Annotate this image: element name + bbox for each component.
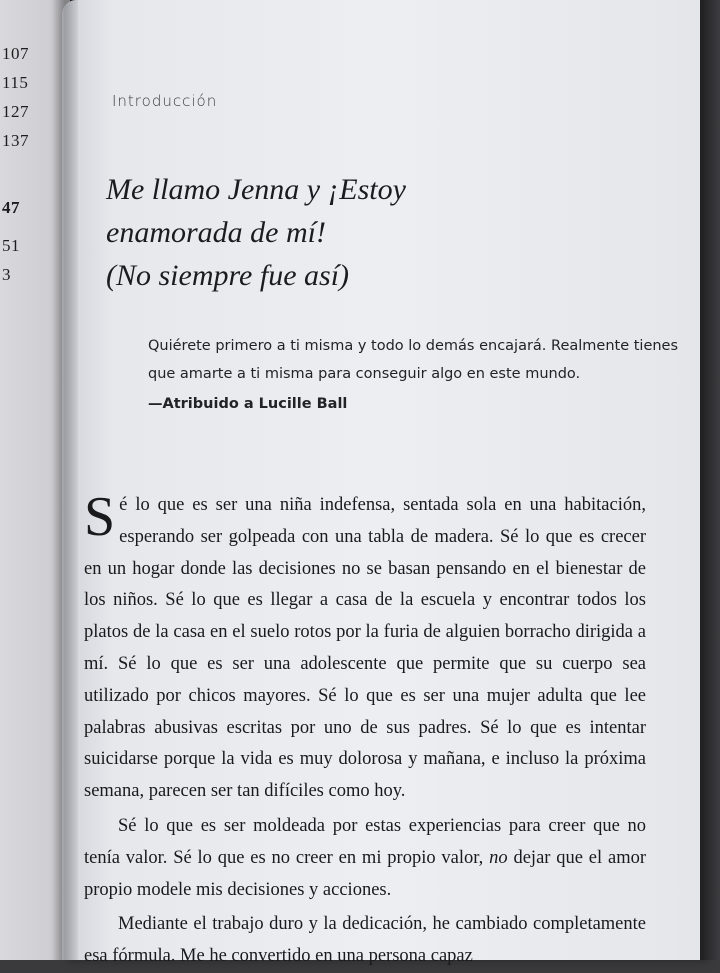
epigraph-attribution: —Atribuido a Lucille Ball	[148, 396, 348, 412]
epigraph	[148, 332, 698, 418]
paragraph-text: dejar que el amor propio modele mis decisiones y acciones.	[84, 847, 646, 900]
background-surface-edge	[700, 0, 720, 960]
paragraph-text: é lo que es ser una niña indefensa, sentada sola en una habitación, esperando ser golpeada con una tabla de madera. Sé lo que es crecer en un hogar donde las decisiones no se basan pensando en el bienestar de los niños. Sé lo que es llegar a casa de la escuela y encontrar todos los platos de la casa en el suelo rotos por la furia de alguien borracho dirigida a mí. Sé lo que es ser una adolescente que permite que su cuerpo sea utilizado por chicos mayores. Sé lo que es ser una mujer adulta que lee palabras abusivas escritas por uno de sus padres. Sé lo que es intentar suicidarse porque la vida es muy dolorosa y mañana, e incluso la próxima semana, parecen ser tan difíciles como hoy.	[84, 495, 646, 802]
toc-page-number: 115	[2, 73, 29, 92]
paragraph	[84, 909, 646, 973]
body-text	[84, 486, 646, 973]
epigraph-quote: Quiérete primero a ti misma y todo lo demás encajará. Realmente tienes que amarte a ti misma para conseguir algo en este mundo.	[148, 338, 679, 382]
left-page	[0, 0, 70, 960]
paragraph	[84, 811, 646, 906]
toc-page-number: 3	[2, 265, 11, 284]
chapter-title-line: Me llamo Jenna y ¡Estoy	[106, 173, 406, 206]
toc-page-number: 51	[2, 236, 20, 255]
section-label: Introducción	[112, 92, 218, 110]
toc-page-number: 47	[2, 198, 20, 217]
toc-page-number: 107	[2, 44, 29, 63]
chapter-title-line: enamorada de mí!	[106, 216, 326, 249]
paragraph-text: Mediante el trabajo duro y la dedicación, he cambiado completamente esa fórmula. Me he convertido en una persona capaz	[84, 914, 646, 967]
toc-page-number: 137	[2, 131, 29, 150]
paragraph-text: Sé lo que es ser moldeada por estas experiencias para creer que no tenía valor. Sé lo que es no creer en mi propio valor,	[84, 815, 646, 868]
chapter-title	[106, 168, 526, 297]
chapter-title-line: (No siempre fue así)	[106, 259, 350, 292]
drop-cap: S	[84, 486, 116, 548]
paragraph	[84, 486, 646, 808]
toc-page-number: 127	[2, 102, 29, 121]
emphasis-text: no	[489, 847, 508, 868]
